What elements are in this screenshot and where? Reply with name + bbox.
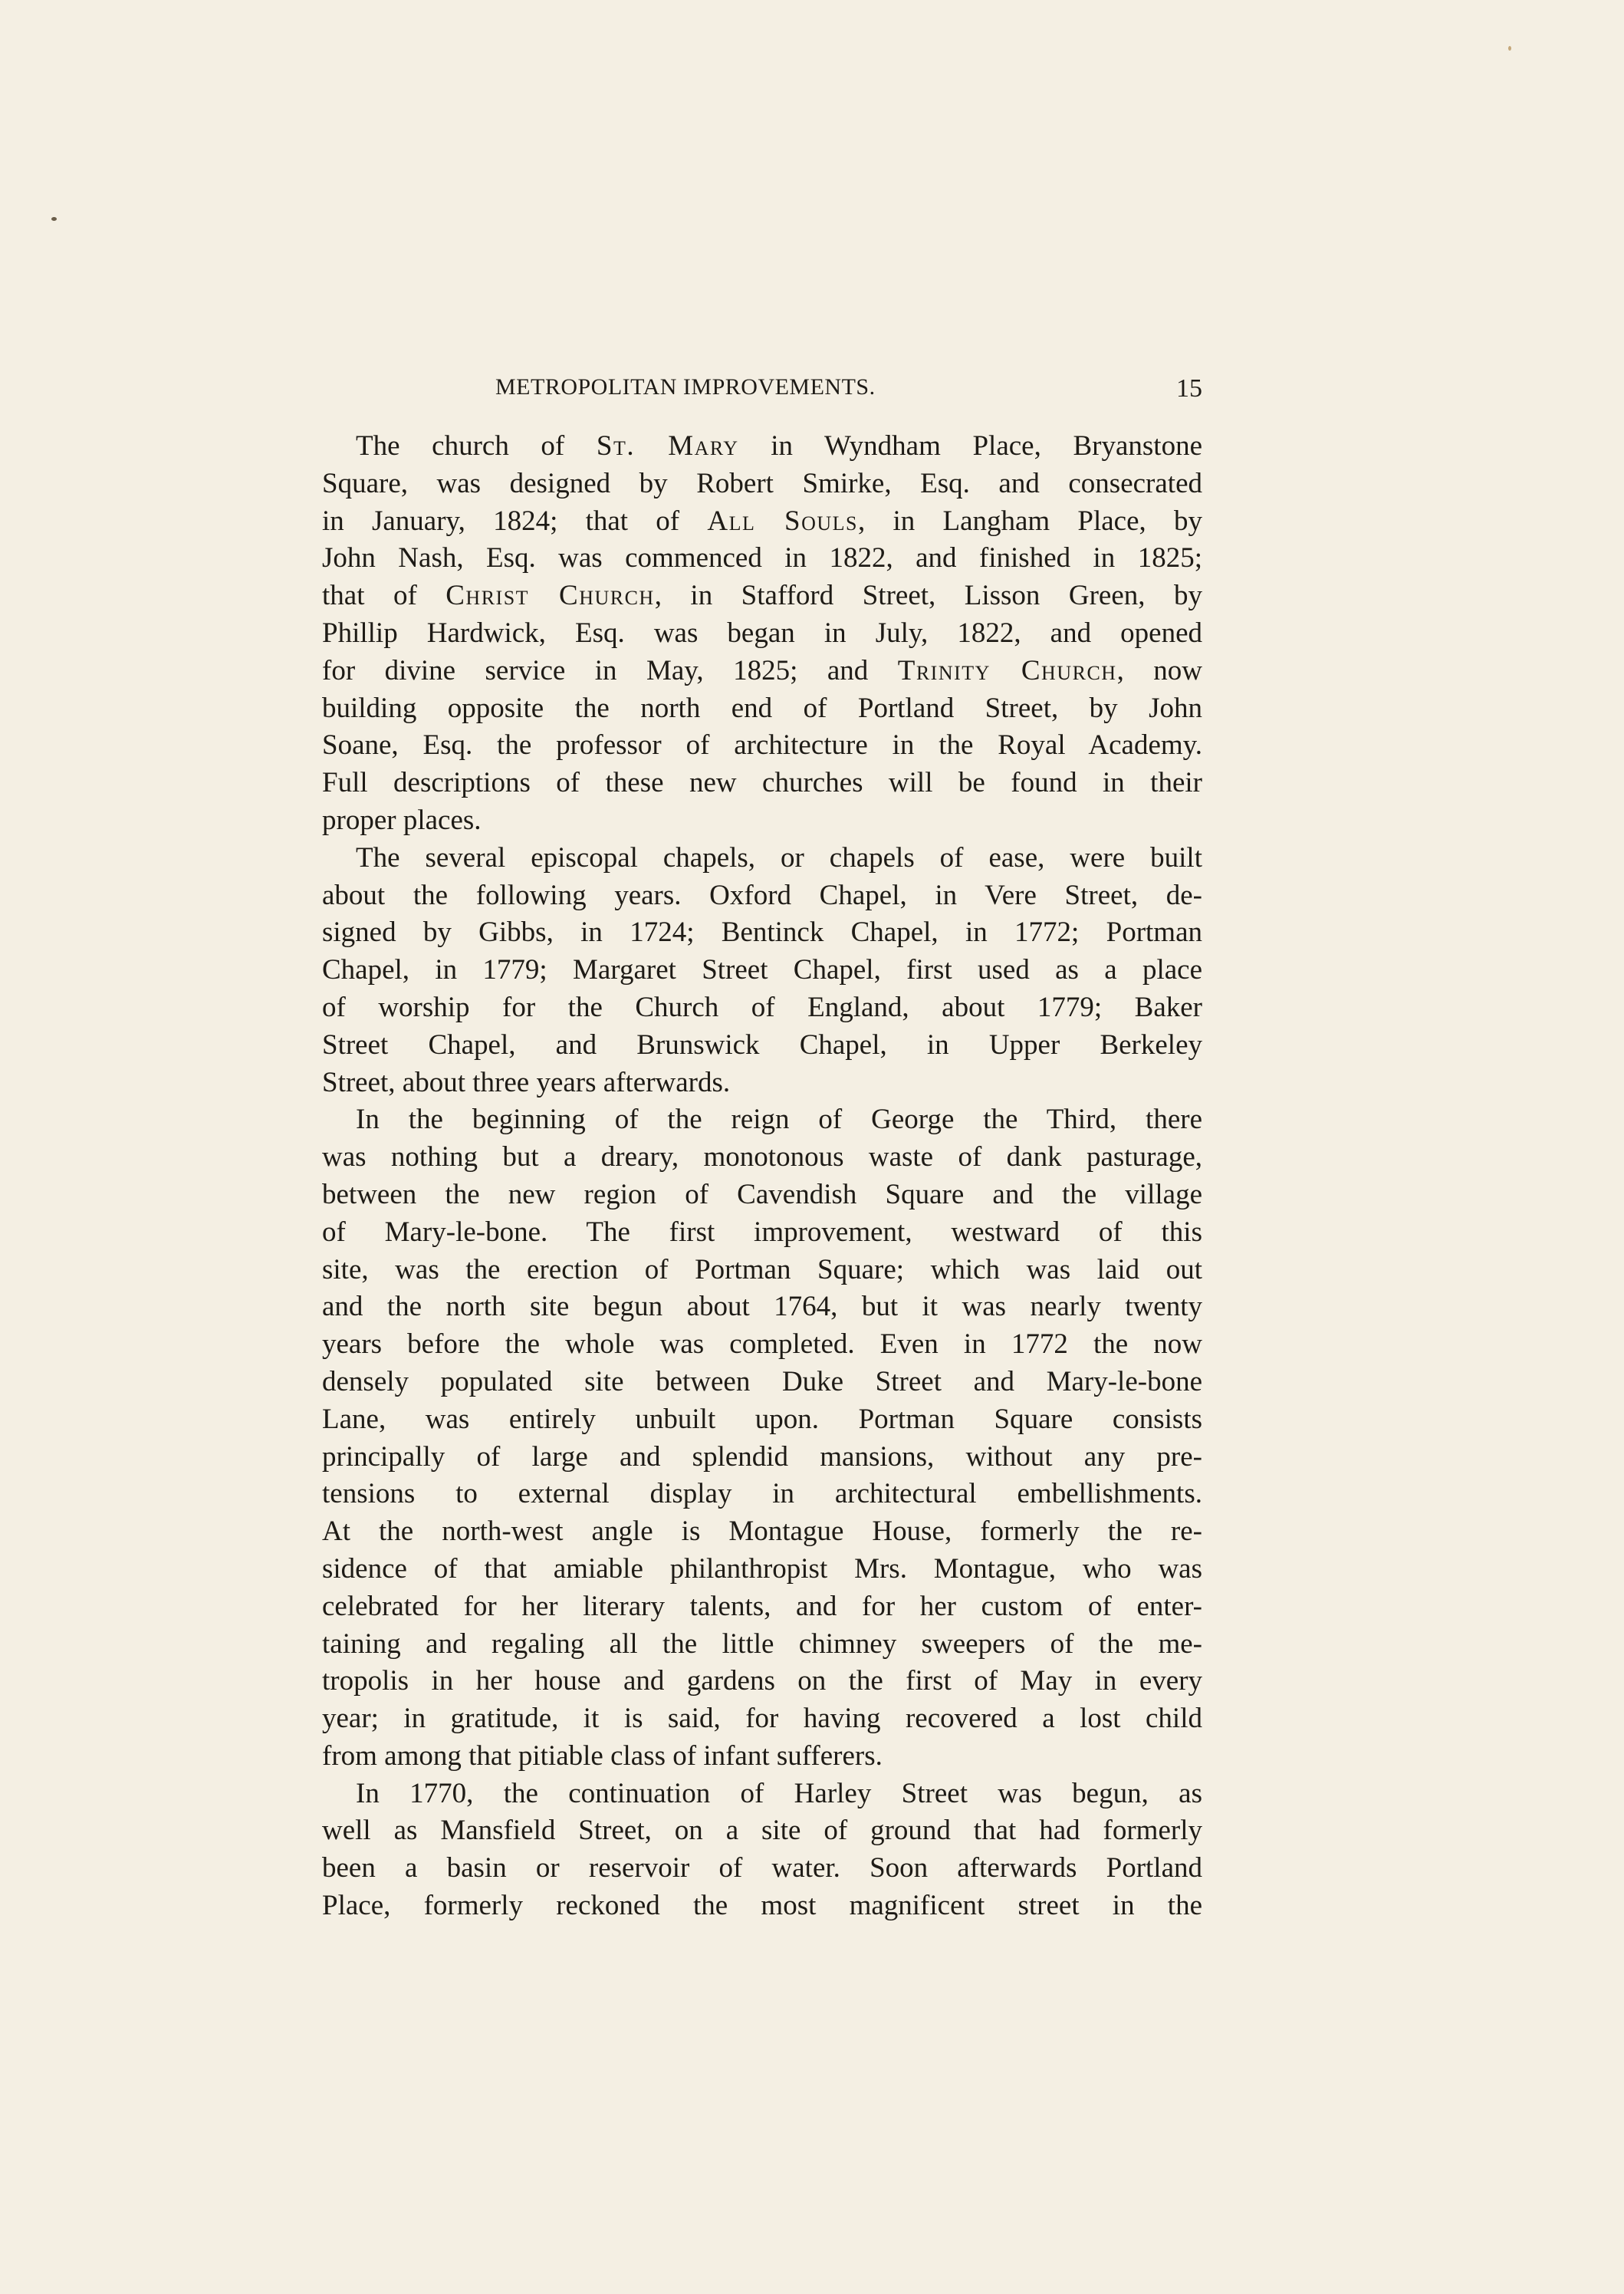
text-line: At the north-west angle is Montague House, formerly the re- (322, 1516, 1202, 1548)
running-title: METROPOLITAN IMPROVEMENTS. (495, 374, 876, 400)
text-line: building opposite the north end of Portland Street, by John (322, 692, 1202, 724)
page-header (322, 374, 1202, 420)
text-line: Square, was designed by Robert Smirke, Esq. and consecrated (322, 467, 1202, 499)
body-text (322, 428, 1202, 1925)
text-line: site, was the erection of Portman Square; which was laid out (322, 1253, 1202, 1285)
text-line: taining and regaling all the little chimney sweepers of the me- (322, 1628, 1202, 1660)
paper-speck (51, 217, 57, 221)
text-line: Full descriptions of these new churches will be found in their (322, 767, 1202, 799)
text-line: year; in gratitude, it is said, for having recovered a lost child (322, 1703, 1202, 1735)
text-line: In the beginning of the reign of George the Third, there (356, 1104, 1202, 1136)
text-line: of worship for the Church of England, about 1779; Baker (322, 991, 1202, 1023)
text-line: and the north site begun about 1764, but it was nearly twenty (322, 1291, 1202, 1323)
text-line: proper places. (322, 804, 482, 836)
text-line: years before the whole was completed. Even in 1772 the now (322, 1328, 1202, 1361)
text-line: in January, 1824; that of All Souls, in Langham Place, by (322, 505, 1202, 537)
text-line: of Mary-le-bone. The first improvement, westward of this (322, 1216, 1202, 1248)
text-line: In 1770, the continuation of Harley Street was begun, as (356, 1777, 1202, 1809)
text-line: well as Mansfield Street, on a site of ground that had formerly (322, 1815, 1202, 1847)
text-line: celebrated for her literary talents, and for her custom of enter- (322, 1590, 1202, 1622)
text-line: The church of St. Mary in Wyndham Place, Bryanstone (356, 430, 1202, 462)
text-line: Phillip Hardwick, Esq. was began in July, 1822, and opened (322, 617, 1202, 649)
text-line: Soane, Esq. the professor of architecture in the Royal Academy. (322, 729, 1202, 762)
text-line: tropolis in her house and gardens on the first of May in every (322, 1665, 1202, 1697)
text-line: John Nash, Esq. was commenced in 1822, and finished in 1825; (322, 542, 1202, 574)
text-line: Lane, was entirely unbuilt upon. Portman Square consists (322, 1403, 1202, 1435)
text-line: tensions to external display in architectural embellishments. (322, 1478, 1202, 1510)
text-line: densely populated site between Duke Street and Mary-le-bone (322, 1365, 1202, 1397)
text-line: between the new region of Cavendish Square and the village (322, 1178, 1202, 1210)
page-number: 15 (1176, 374, 1202, 403)
text-line: Street Chapel, and Brunswick Chapel, in Upper Berkeley (322, 1029, 1202, 1061)
text-line: sidence of that amiable philanthropist Mrs. Montague, who was (322, 1552, 1202, 1585)
text-line: for divine service in May, 1825; and Trinity Church, now (322, 654, 1202, 686)
text-line: Chapel, in 1779; Margaret Street Chapel, first used as a place (322, 954, 1202, 986)
text-line: Street, about three years afterwards. (322, 1066, 731, 1098)
paper-speck (1508, 46, 1511, 51)
text-line: The several episcopal chapels, or chapels of ease, were built (356, 841, 1202, 874)
text-line: was nothing but a dreary, monotonous waste of dank pasturage, (322, 1141, 1202, 1173)
text-line: about the following years. Oxford Chapel, in Vere Street, de- (322, 879, 1202, 911)
text-line: Place, formerly reckoned the most magnificent street in the (322, 1890, 1202, 1922)
text-line: from among that pitiable class of infant sufferers. (322, 1739, 883, 1772)
text-line: that of Christ Church, in Stafford Street, Lisson Green, by (322, 580, 1202, 612)
text-line: principally of large and splendid mansions, without any pre- (322, 1440, 1202, 1473)
text-line: signed by Gibbs, in 1724; Bentinck Chapel, in 1772; Portman (322, 917, 1202, 949)
text-line: been a basin or reservoir of water. Soon afterwards Portland (322, 1852, 1202, 1884)
